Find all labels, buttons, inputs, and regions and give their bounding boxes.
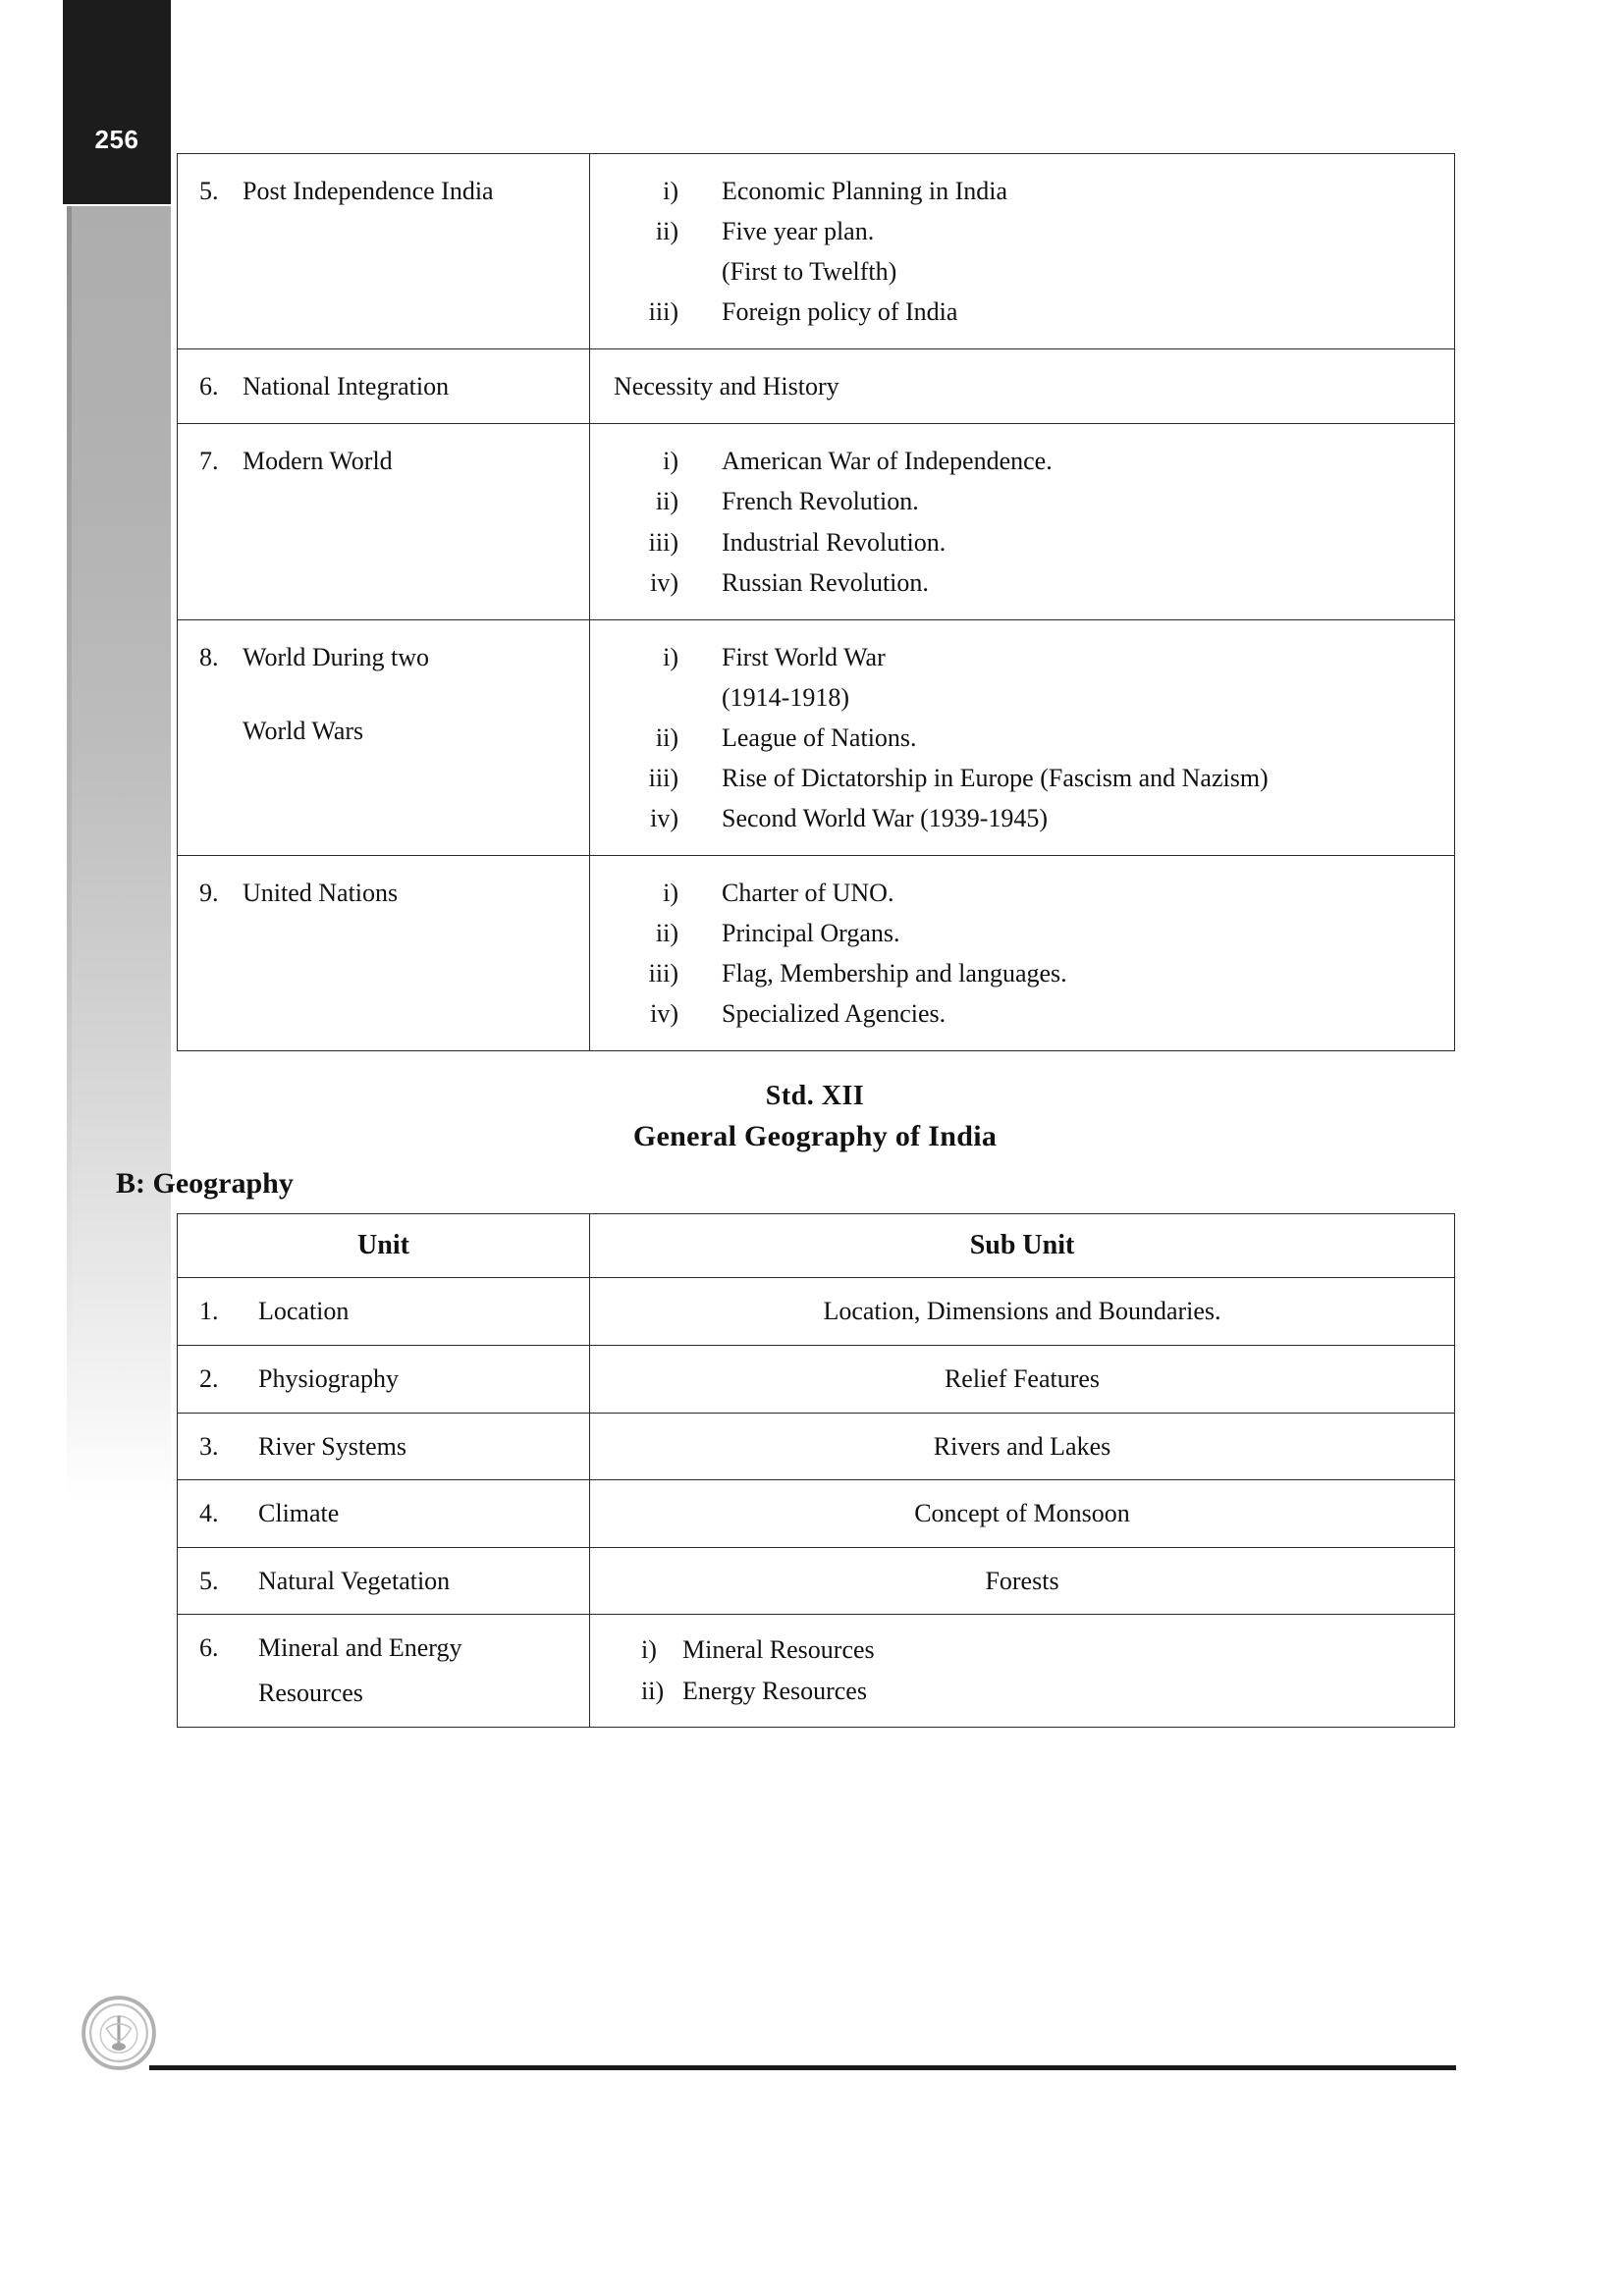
- table-row: [178, 619, 1455, 855]
- sub-unit-text: First World War: [722, 642, 886, 671]
- unit-number: 6.: [199, 1633, 219, 1663]
- list-item: [606, 718, 1444, 758]
- unit-cell: [178, 1413, 590, 1480]
- list-item: [606, 758, 1444, 798]
- list-item: [606, 522, 1444, 562]
- unit-cell: [178, 1346, 590, 1414]
- unit-cell: [178, 619, 590, 855]
- sub-unit-text: French Revolution.: [722, 487, 919, 516]
- page-number: 256: [94, 125, 139, 154]
- table-row: [178, 1615, 1455, 1727]
- sub-unit-cell: [590, 1480, 1455, 1548]
- column-header-unit: Unit: [178, 1214, 590, 1278]
- roman-numeral: iv): [650, 999, 678, 1029]
- sub-unit-text: (1914-1918): [722, 682, 849, 712]
- table-row: [178, 1346, 1455, 1414]
- table-header-row: [178, 1214, 1455, 1278]
- unit-label: Location: [258, 1297, 350, 1326]
- unit-cell: [178, 154, 590, 349]
- unit-number: 3.: [199, 1431, 219, 1461]
- sub-unit-text: Russian Revolution.: [722, 567, 929, 597]
- unit-label-continuation: Resources: [258, 1678, 363, 1707]
- sub-unit-text: Location, Dimensions and Boundaries.: [823, 1297, 1221, 1326]
- sub-unit-cell: [590, 1346, 1455, 1414]
- sub-unit-text: Energy Resources: [682, 1676, 867, 1705]
- sub-unit-text: Concept of Monsoon: [914, 1499, 1130, 1528]
- list-item: [606, 913, 1444, 953]
- unit-label: United Nations: [243, 879, 399, 908]
- unit-number: 7.: [199, 447, 219, 476]
- unit-number: 5.: [199, 177, 219, 205]
- unit-number: 4.: [199, 1499, 219, 1528]
- roman-numeral: ii): [655, 919, 678, 948]
- list-item: [606, 993, 1444, 1034]
- sub-unit-text: Necessity and History: [614, 372, 839, 401]
- unit-label: Natural Vegetation: [258, 1566, 451, 1595]
- sub-unit-cell: [590, 1413, 1455, 1480]
- unit-label: Climate: [258, 1499, 340, 1528]
- footer-rule: [149, 2065, 1456, 2070]
- sub-unit-text: American War of Independence.: [722, 447, 1053, 476]
- list-item: [606, 481, 1444, 521]
- sub-unit-text: (First to Twelfth): [722, 257, 897, 287]
- sub-unit-text: Rise of Dictatorship in Europe (Fascism and Nazism): [722, 763, 1269, 792]
- history-syllabus-table: [177, 153, 1455, 1051]
- table-row: [178, 349, 1455, 424]
- sub-unit-text: Foreign policy of India: [722, 297, 958, 327]
- page-title-block: [177, 1081, 1453, 1153]
- unit-cell: [178, 856, 590, 1051]
- list-item: [606, 441, 1444, 481]
- unit-number: 2.: [199, 1364, 219, 1393]
- list-item: [641, 1629, 1444, 1671]
- sub-unit-cell: [590, 619, 1455, 855]
- sub-unit-text: Mineral Resources: [682, 1635, 875, 1665]
- sub-unit-text: Charter of UNO.: [722, 879, 894, 908]
- roman-numeral: i): [663, 447, 678, 476]
- unit-label: Post Independence India: [243, 177, 494, 205]
- table-row: [178, 856, 1455, 1051]
- unit-number: 5.: [199, 1566, 219, 1595]
- roman-numeral: ii): [655, 722, 678, 752]
- roman-numeral: iv): [650, 567, 678, 597]
- unit-label: Modern World: [243, 447, 393, 476]
- sub-unit-cell: [590, 1278, 1455, 1346]
- roman-numeral: ii): [641, 1676, 665, 1705]
- roman-numeral: i): [663, 642, 678, 671]
- list-item: [606, 798, 1444, 838]
- list-item: [606, 171, 1444, 211]
- sub-unit-cell: [590, 856, 1455, 1051]
- roman-numeral: iii): [648, 959, 678, 988]
- unit-number: 8.: [199, 642, 219, 671]
- sub-unit-cell: [590, 349, 1455, 424]
- unit-number: 1.: [199, 1297, 219, 1326]
- table-row: [178, 154, 1455, 349]
- roman-numeral: ii): [655, 217, 678, 246]
- list-item: [606, 637, 1444, 677]
- unit-cell: [178, 424, 590, 619]
- list-item: [606, 677, 1444, 718]
- table-row: [178, 1480, 1455, 1548]
- unit-cell: [178, 1615, 590, 1727]
- unit-number: 9.: [199, 879, 219, 908]
- sub-unit-text: Rivers and Lakes: [933, 1431, 1111, 1461]
- page-number-tab: [63, 0, 171, 204]
- unit-label: Physiography: [258, 1364, 399, 1393]
- sub-unit-cell: [590, 1547, 1455, 1615]
- list-item: [606, 562, 1444, 603]
- table-row: [178, 424, 1455, 619]
- page-title: General Geography of India: [632, 1120, 998, 1153]
- list-item: [641, 1671, 1444, 1712]
- roman-numeral: iv): [650, 804, 678, 833]
- unit-label: Mineral and Energy: [258, 1633, 462, 1663]
- roman-numeral: i): [663, 177, 678, 205]
- table-row: [178, 1547, 1455, 1615]
- geography-syllabus-table: [177, 1213, 1455, 1727]
- sub-unit-text: Relief Features: [944, 1364, 1101, 1393]
- roman-numeral: ii): [655, 487, 678, 516]
- sub-unit-text: Second World War (1939-1945): [722, 804, 1049, 833]
- section-label: B: Geography: [116, 1167, 294, 1201]
- sub-unit-cell: [590, 424, 1455, 619]
- sub-unit-text: Industrial Revolution.: [722, 527, 947, 557]
- government-seal-icon: [81, 1995, 157, 2071]
- sub-unit-text: Economic Planning in India: [722, 177, 1008, 205]
- table-row: [178, 1413, 1455, 1480]
- sub-unit-cell: [590, 1615, 1455, 1727]
- unit-number: 6.: [199, 372, 219, 401]
- sub-unit-text: Forests: [985, 1566, 1059, 1595]
- unit-label: National Integration: [243, 372, 450, 401]
- roman-numeral: i): [663, 879, 678, 908]
- unit-cell: [178, 349, 590, 424]
- list-item: [606, 953, 1444, 993]
- column-header-sub-unit: Sub Unit: [590, 1214, 1455, 1278]
- unit-cell: [178, 1278, 590, 1346]
- unit-cell: [178, 1547, 590, 1615]
- sub-unit-text: Five year plan.: [722, 217, 875, 246]
- list-item: [606, 251, 1444, 292]
- list-item: [606, 873, 1444, 913]
- unit-cell: [178, 1480, 590, 1548]
- table-row: [178, 1278, 1455, 1346]
- side-gradient-bar: [67, 206, 171, 1502]
- list-item: [606, 292, 1444, 332]
- roman-numeral: i): [641, 1635, 657, 1665]
- sub-unit-text: League of Nations.: [722, 722, 917, 752]
- roman-numeral: iii): [648, 763, 678, 792]
- sub-unit-text: Specialized Agencies.: [722, 999, 947, 1029]
- list-item: [606, 211, 1444, 251]
- standard-label: Std. XII: [765, 1081, 865, 1112]
- unit-label: World During two: [243, 642, 429, 671]
- sub-unit-text: Flag, Membership and languages.: [722, 959, 1067, 988]
- sub-unit-text: Principal Organs.: [722, 919, 900, 948]
- unit-label-continuation: World Wars: [243, 716, 364, 745]
- roman-numeral: iii): [648, 297, 678, 327]
- unit-label: River Systems: [258, 1431, 406, 1461]
- roman-numeral: iii): [648, 527, 678, 557]
- sub-unit-cell: [590, 154, 1455, 349]
